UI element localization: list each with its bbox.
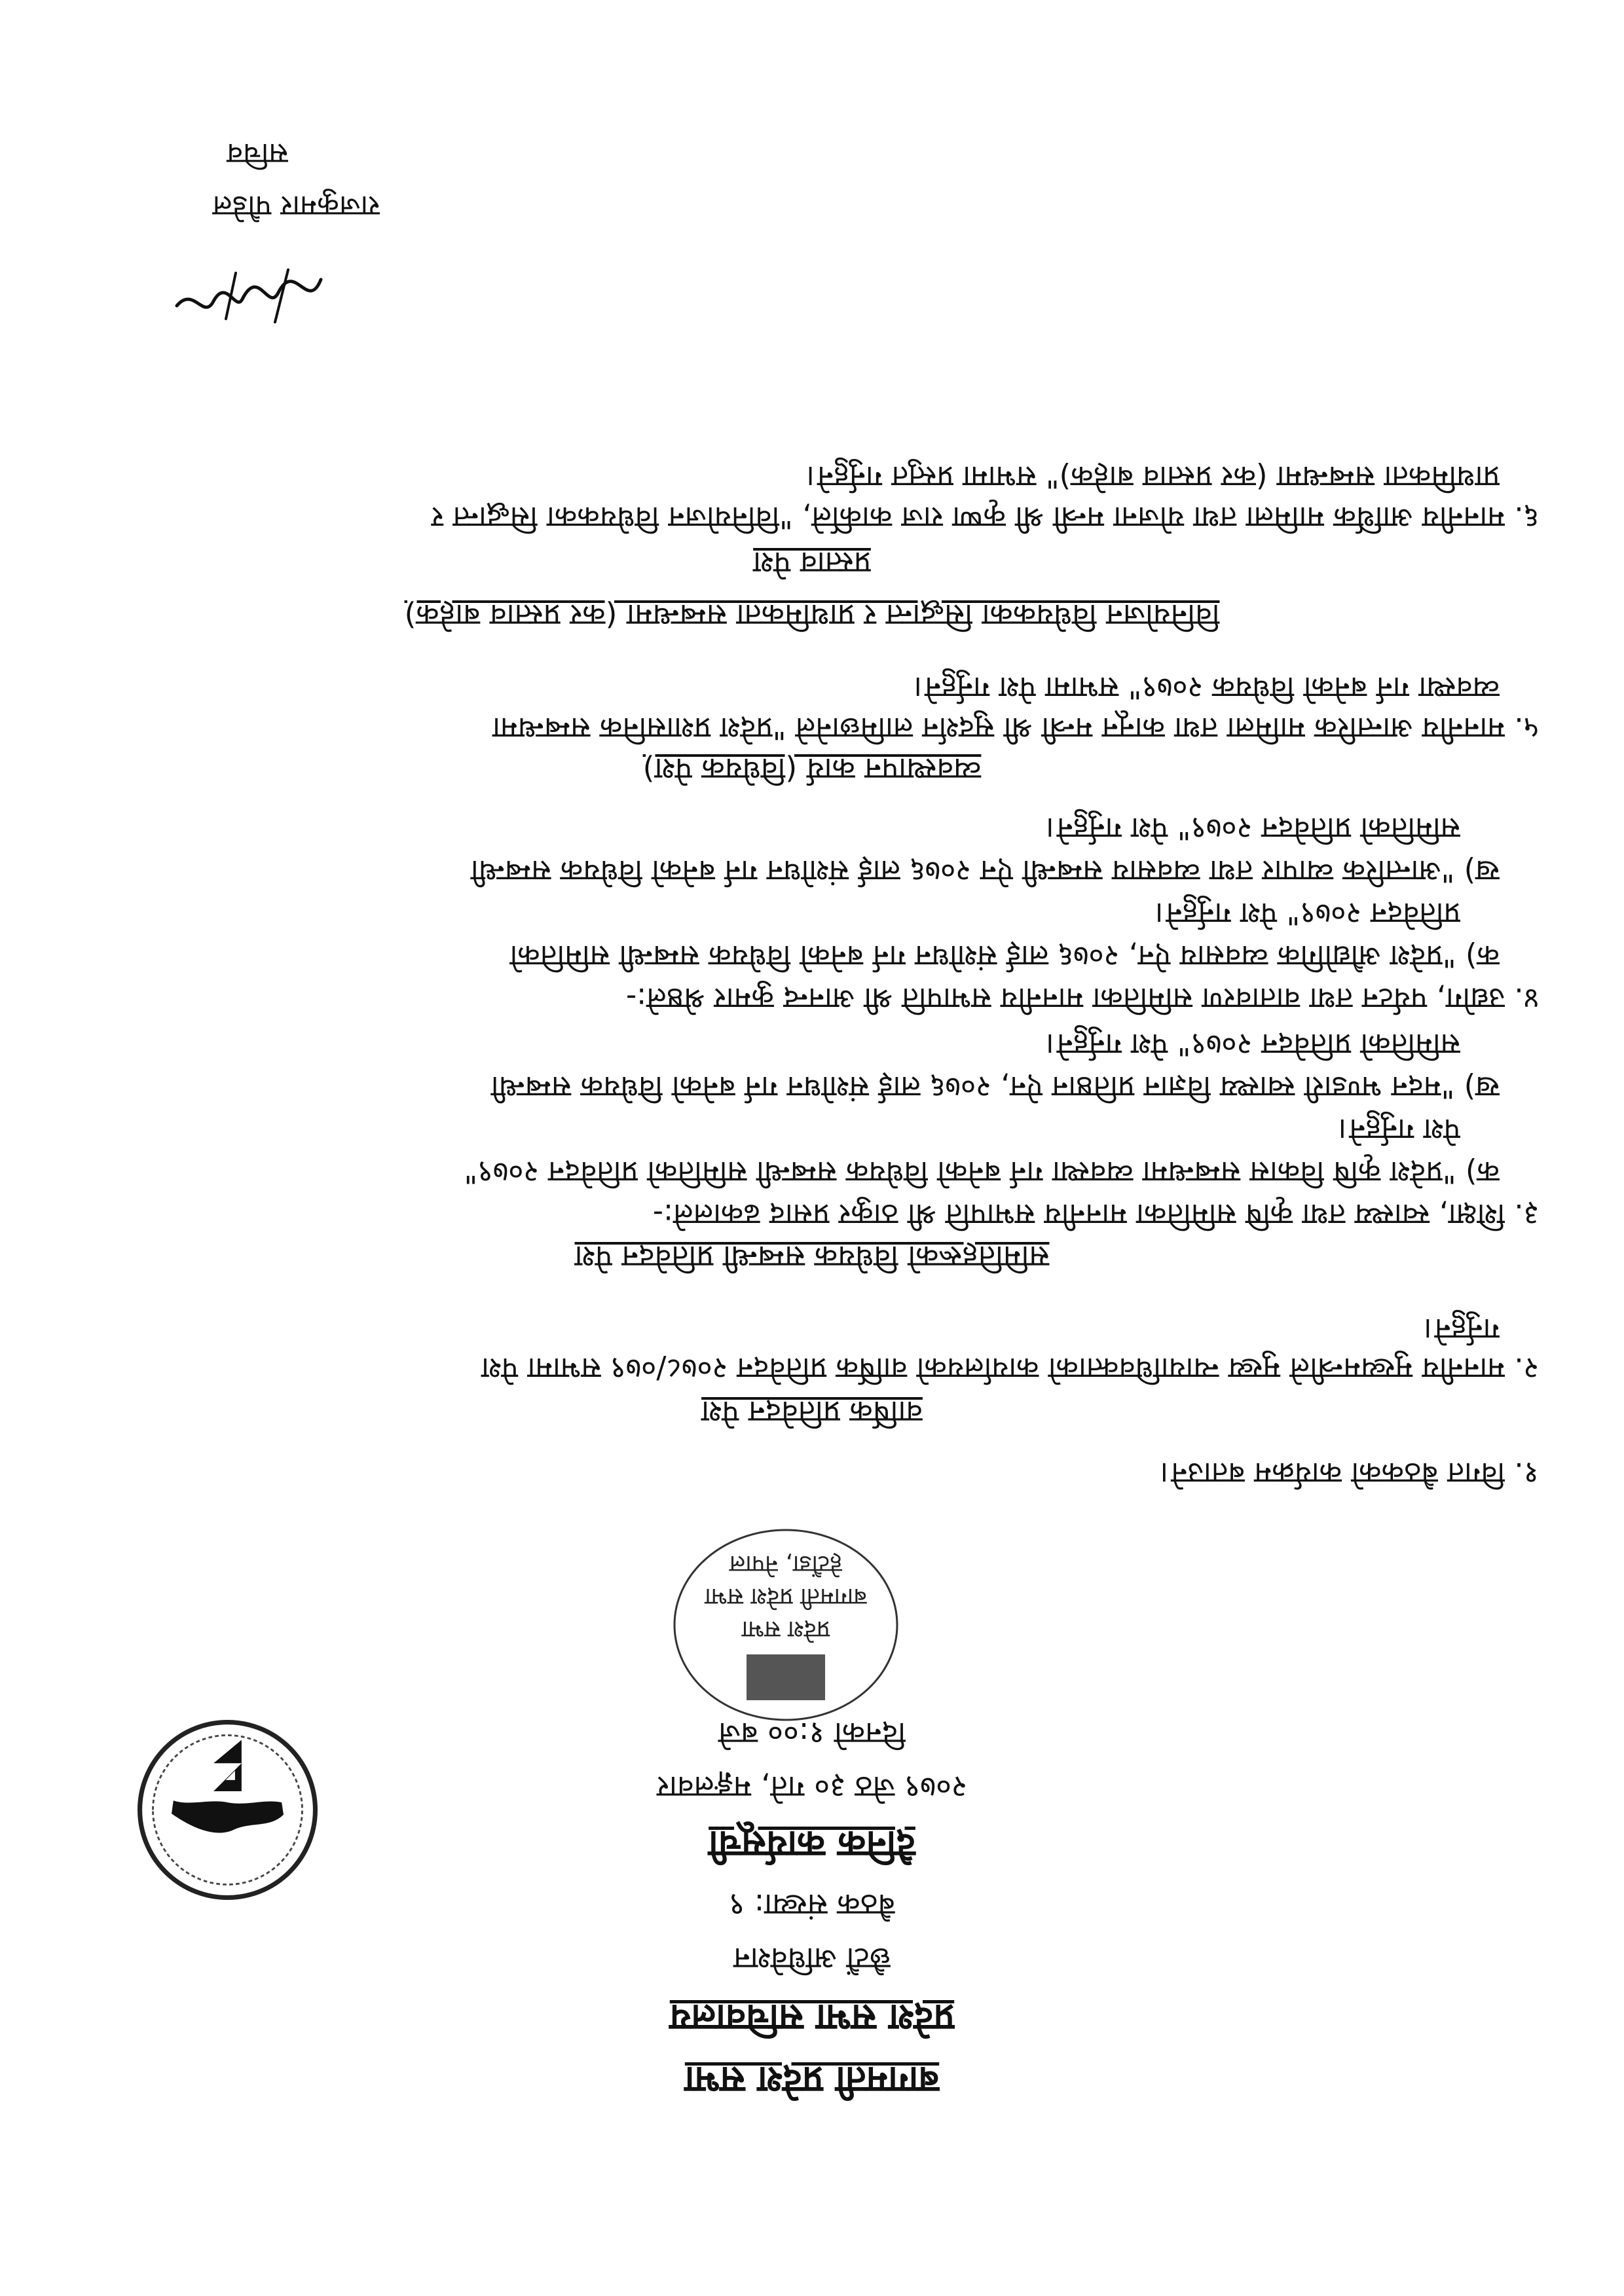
signatory-name: राजकुमार पौडेल <box>212 189 380 223</box>
stamp-line-3: हेटौंडा, नेपाल <box>729 1550 843 1577</box>
office-stamp <box>668 1523 904 1726</box>
session-label: छैटौं अधिवेशन <box>733 1941 891 1977</box>
heading-annual-report: वार्षिक प्रतिवेदन पेश <box>701 1394 923 1430</box>
agenda-item-4a-line-1: क) "प्रदेश औद्योगिक व्यवसाय ऐन, २०७६ लाई संशोधन गर्न बनेको विधेयक सम्बन्धी समितिको <box>509 939 1500 974</box>
agenda-item-6-line-1: ६. माननीय आर्थिक मामिला तथा योजना मन्त्री श्री कृष्ण राज कार्कीले, "विनियोजन विधेयकका सिद्धान्त र <box>431 500 1539 535</box>
agenda-item-4b-line-1: ख) "आन्तरिक व्यापार तथा व्यवसाय सम्बन्धी ऐन २०७६ लाई संशोधन गर्न बनेको विधेयक सम्बन्धी <box>471 854 1500 888</box>
meeting-number: बैठक संख्या: ९ <box>729 1887 895 1923</box>
meeting-time: दिनको १:०० बजे <box>718 1716 906 1751</box>
heading-committee-reports: समितिहरूको विधेयक सम्बन्धी प्रतिवेदन पेश <box>574 1239 1050 1275</box>
agenda-item-5-line-1: ५. माननीय आन्तरिक मामिला तथा कानून मन्त्री श्री सुदर्शन लामिछानेले "प्रदेश प्रशासनिक सम्बन्धमा <box>492 711 1539 746</box>
agenda-item-1: १. विगत बैठकको कार्यक्रम बताउने। <box>1160 1456 1539 1491</box>
heading-appropriation-principles: विनियोजन विधेयकका सिद्धान्त र प्राथमिकता सम्बन्धमा (कर प्रस्ताव बाहेक) <box>404 598 1220 633</box>
meeting-date: २०७९ जेठ ३० गते, मङ्गलवार <box>657 1770 967 1805</box>
heading-legislative-business: व्यवस्थापन कार्य (विधेयक पेश) <box>642 752 982 787</box>
agenda-item-3b-line-2: समितिको प्रतिवेदन २०७९" पेश गर्नुहुने। <box>1045 1027 1460 1062</box>
secretariat-title: प्रदेश सभा सचिवालय <box>669 1996 955 2039</box>
stamp-line-2: बागमती प्रदेश सभा <box>705 1583 867 1610</box>
heading-proposal: प्रस्ताव पेश <box>753 545 871 581</box>
agenda-item-3: ३. शिक्षा, स्वास्थ्य तथा कृषि समितिका माननीय सभापति श्री ठाकुर प्रसाद ढकालले:- <box>652 1197 1539 1232</box>
agenda-item-4a-line-2: प्रतिवेदन २०७९" पेश गर्नुहुने। <box>1154 896 1460 931</box>
agenda-item-4b-line-2: समितिको प्रतिवेदन २०७९" पेश गर्नुहुने। <box>1045 811 1460 846</box>
stamp-line-1: प्रदेश सभा <box>741 1616 830 1643</box>
agenda-item-3b-line-1: ख) "मदन भण्डारी स्वास्थ्य विज्ञान प्रतिष्ठान ऐन, २०७६ लाई संशोधन गर्न बनेको विधेयक सम्बन्धी <box>490 1070 1500 1104</box>
agenda-item-3a-line-1: क) "प्रदेश कृषि विकास सम्बन्धमा व्यवस्था गर्न बनेको विधेयक सम्बन्धी समितिको प्रतिवेदन २०७९" <box>464 1155 1500 1190</box>
agenda-item-3a-line-2: पेश गर्नुहुने। <box>1338 1112 1460 1147</box>
handwritten-signature <box>164 247 334 338</box>
assembly-title: बागमती प्रदेश सभा <box>684 2058 940 2101</box>
agenda-item-4: ४. उद्योग, पर्यटन तथा वातावरण समितिका माननीय सभापति श्री आनन्द कुमार श्रेष्ठले:- <box>625 981 1539 1016</box>
agenda-title: दैनिक कार्यसूची <box>709 1823 915 1865</box>
agenda-item-2-line-2: गर्नुहुने। <box>1423 1312 1500 1347</box>
agenda-item-5-line-2: व्यवस्था गर्न बनेको विधेयक २०७९" सभामा पेश गर्नुहुने। <box>913 670 1500 705</box>
signatory-title: सचिव <box>227 137 288 170</box>
agenda-item-6-line-2: प्राथमिकता सम्बन्धमा (कर प्रस्ताव बाहेक)" सभामा प्रस्तुत गर्नुहुने। <box>806 460 1500 494</box>
agenda-item-2-line-1: २. माननीय मुख्यमन्त्रीले मुख्य न्यायाधिवक्ताको कार्यालयको वार्षिक प्रतिवेदन २०७८/०७९ सभामा पेश <box>481 1351 1539 1386</box>
